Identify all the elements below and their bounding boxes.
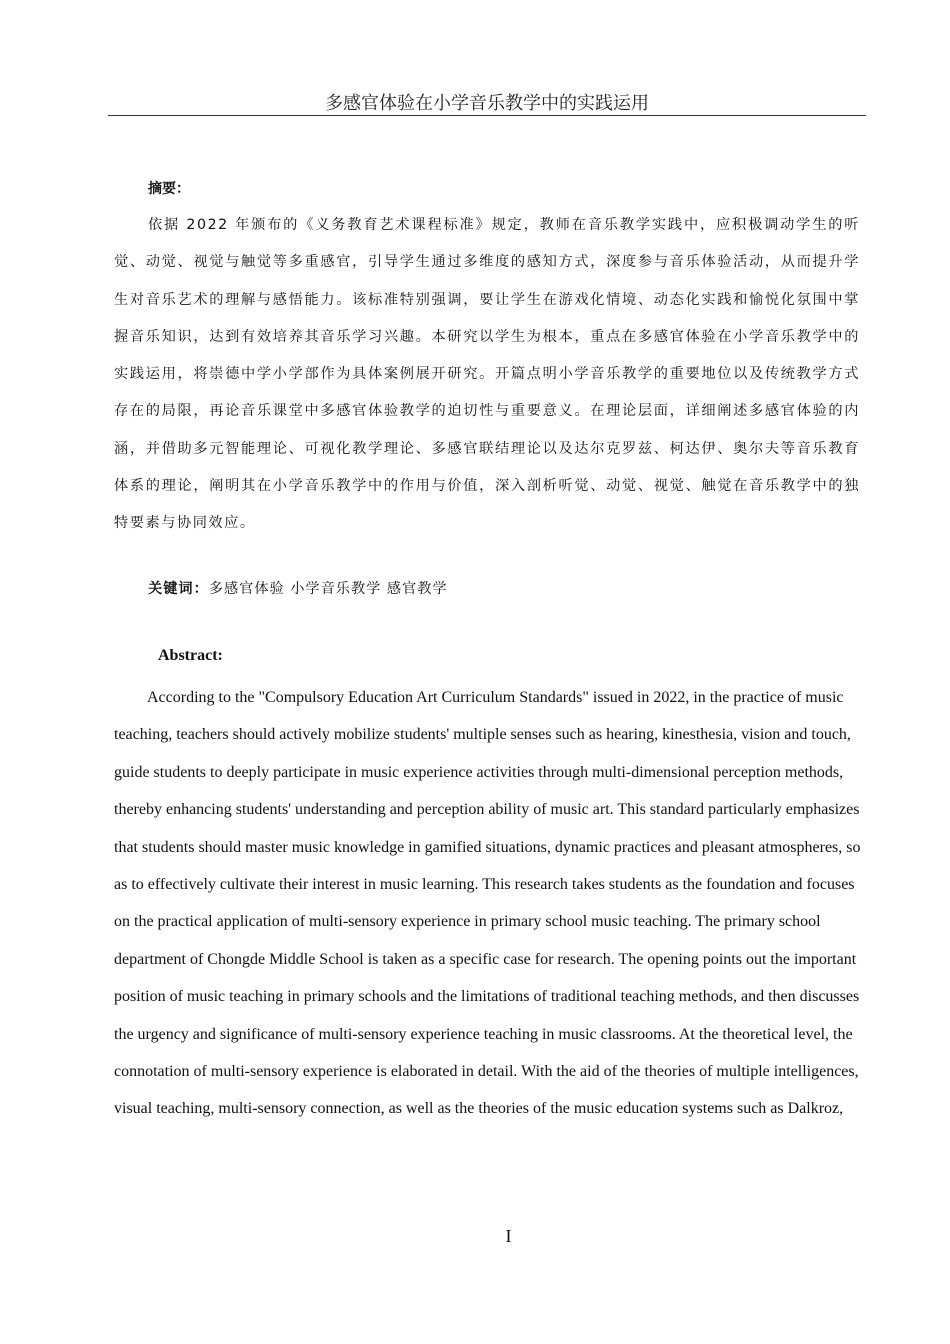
- abstract-en-body: According to the "Compulsory Education Art Curriculum Standards" issued in 2022, in the practice of music teaching, teachers should actively mobilize students' multiple senses such as hearing, kinesthesia, vision and touch, guide students to deeply participate in music experience activities through multi-dimensional perception methods, thereby enhancing students' understanding and perception ability of music art. This standard particularly emphasizes that students should master music knowledge in gamified situations, dynamic practices and pleasant atmospheres, so as to effectively cultivate their interest in music learning. This research takes students as the foundation and focuses on the practical application of multi-sensory experience in primary school music teaching. The primary school department of Chongde Middle School is taken as a specific case for research. The opening points out the important position of music teaching in primary schools and the limitations of traditional teaching methods, and then discusses the urgency and significance of multi-sensory experience teaching in music classrooms. At the theoretical level, the connotation of multi-sensory experience is elaborated in detail. With the aid of the theories of multiple intelligences, visual teaching, multi-sensory connection, as well as the theories of the music education systems such as Dalkroz,: [114, 689, 861, 1118]
- page-number: I: [505, 1226, 512, 1246]
- running-header-title: 多感官体验在小学音乐教学中的实践运用: [325, 93, 649, 114]
- abstract-cn-body: 依据 2022 年颁布的《义务教育艺术课程标准》规定，教师在音乐教学实践中，应积极调动学生的听觉、动觉、视觉与触觉等多重感官，引导学生通过多维度的感知方式，深度参与音乐体验活动，从而提升学生对音乐艺术的理解与感悟能力。该标准特别强调，要让学生在游戏化情境、动态化实践和愉悦化氛围中掌握音乐知识，达到有效培养其音乐学习兴趣。本研究以学生为根本，重点在多感官体验在小学音乐教学中的实践运用，将崇德中学小学部作为具体案例展开研究。开篇点明小学音乐教学的重要地位以及传统教学方式存在的局限，再论音乐课堂中多感官体验教学的迫切性与重要意义。在理论层面，详细阐述多感官体验的内涵，并借助多元智能理论、可视化教学理论、多感官联结理论以及达尔克罗兹、柯达伊、奥尔夫等音乐教育体系的理论，阐明其在小学音乐教学中的作用与价值，深入剖析听觉、动觉、视觉、触觉在音乐教学中的独特要素与协同效应。: [114, 217, 860, 532]
- abstract-en-heading: Abstract:: [158, 647, 223, 664]
- keywords-cn-value: 多感官体验 小学音乐教学 感官教学: [208, 581, 448, 597]
- keywords-cn-label: 关键词：: [148, 581, 209, 597]
- header-rule: [108, 115, 866, 116]
- abstract-cn-heading: 摘要：: [148, 181, 190, 197]
- keywords-cn: [148, 578, 448, 598]
